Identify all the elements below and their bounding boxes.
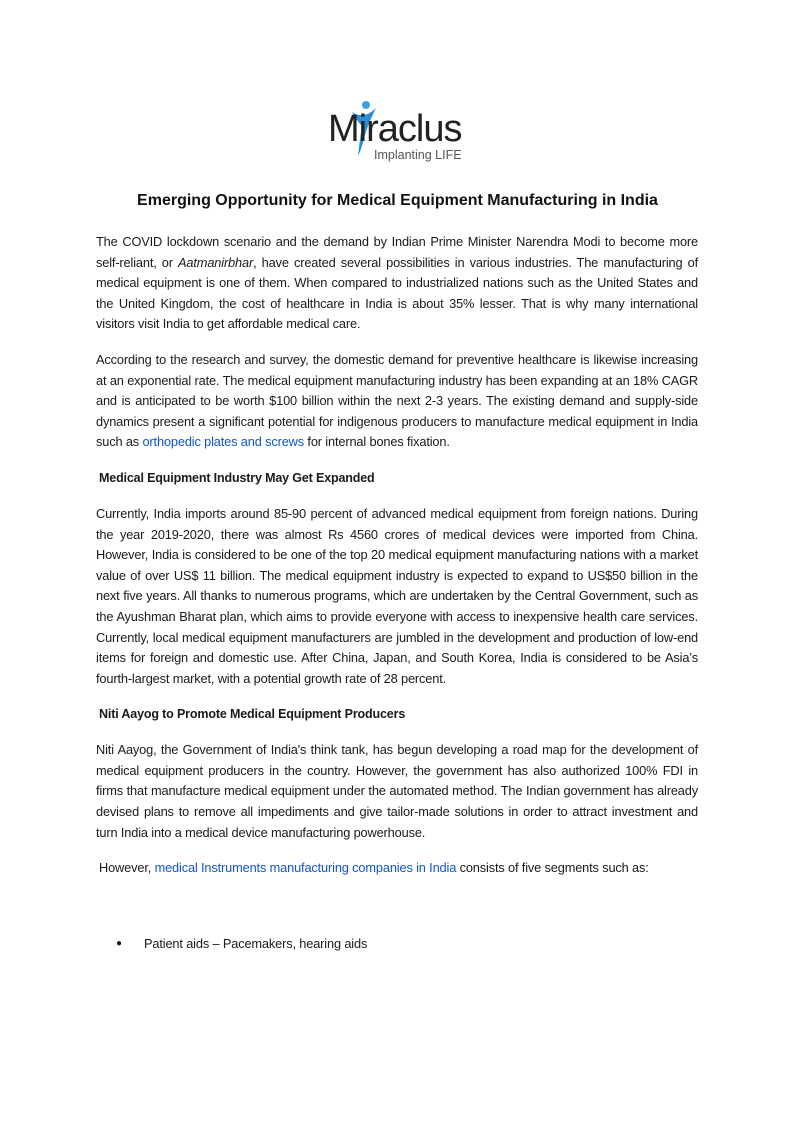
page-title: Emerging Opportunity for Medical Equipment Manufacturing in India bbox=[137, 192, 658, 209]
section-heading-industry: Medical Equipment Industry May Get Expanded bbox=[99, 470, 375, 485]
medical-instruments-link[interactable]: medical Instruments manufacturing companies in India bbox=[154, 860, 457, 876]
paragraph-demand bbox=[96, 350, 698, 453]
text: However, bbox=[99, 860, 155, 876]
orthopedic-plates-link[interactable]: orthopedic plates and screws bbox=[142, 434, 305, 450]
text: The COVID lockdown scenario and the demand by Indian Prime Minister Narendra Modi to become more self-reliant, or bbox=[96, 234, 698, 270]
paragraph-niti-aayog: Niti Aayog, the Government of India's think tank, has begun developing a road map for the development of medical equipment producers in the country. However, the government has also authorized 100% FDI in firms that manufacture medical equipment under the automated method. The Indian government has already devised plans to remove all impediments and give tailor-made solutions in order to attract investment and turn India into a medical device manufacturing powerhouse. bbox=[96, 742, 698, 840]
section-heading-niti-aayog: Niti Aayog to Promote Medical Equipment Producers bbox=[99, 707, 406, 722]
text: for internal bones fixation. bbox=[304, 434, 450, 450]
logo-tagline: Implanting LIFE bbox=[374, 148, 462, 162]
italic-term: Aatmanirbhar bbox=[178, 254, 254, 270]
text: According to the research and survey, the domestic demand for preventive healthcare is likewise increasing at an exponential rate. The medical equipment manufacturing industry has been expanding at an 18% CAGR and is anticipated to be worth $100 billion within the next 2-3 years. The existing demand and supply-side dynamics present a significant potential for indigenous producers to manufacture medical equipment in India such as bbox=[96, 351, 698, 450]
paragraph-industry: Currently, India imports around 85-90 percent of advanced medical equipment from foreign nations. During the year 2019-2020, there was almost Rs 4560 crores of medical devices were imported from China. However, India is considered to be one of the top 20 medical equipment manufacturing nations with a market value of over US$ 11 billion. The medical equipment industry is expected to expand to US$50 billion in the next five years. All thanks to numerous programs, which are undertaken by the Central Government, such as the Ayushman Bharat plan, which aims to provide everyone with access to inexpensive health care services. Currently, local medical equipment manufacturers are jumbled in the development and production of low-end items for foreign and domestic use. After China, Japan, and South Korea, India is considered to be Asia’s fourth-largest market, with a potential growth rate of 28 percent. bbox=[96, 505, 698, 686]
miraclus-logo bbox=[328, 98, 468, 166]
document-body bbox=[96, 232, 698, 954]
paragraph-intro bbox=[96, 232, 698, 335]
list-item: ● Patient aids – Pacemakers, hearing aids bbox=[96, 934, 698, 955]
text: consists of five segments such as: bbox=[456, 860, 649, 876]
segment-list bbox=[96, 934, 698, 955]
text: , have created several possibilities in various industries. The manufacturing of medical equipment is one of them. When compared to industrialized nations such as the United States and the United Kingdom, the cost of healthcare in India is about 35% lesser. That is why many international visitors visit India to get affordable medical care. bbox=[96, 254, 698, 332]
logo-brand: Miraclus bbox=[328, 108, 462, 150]
paragraph-segments bbox=[96, 858, 698, 879]
